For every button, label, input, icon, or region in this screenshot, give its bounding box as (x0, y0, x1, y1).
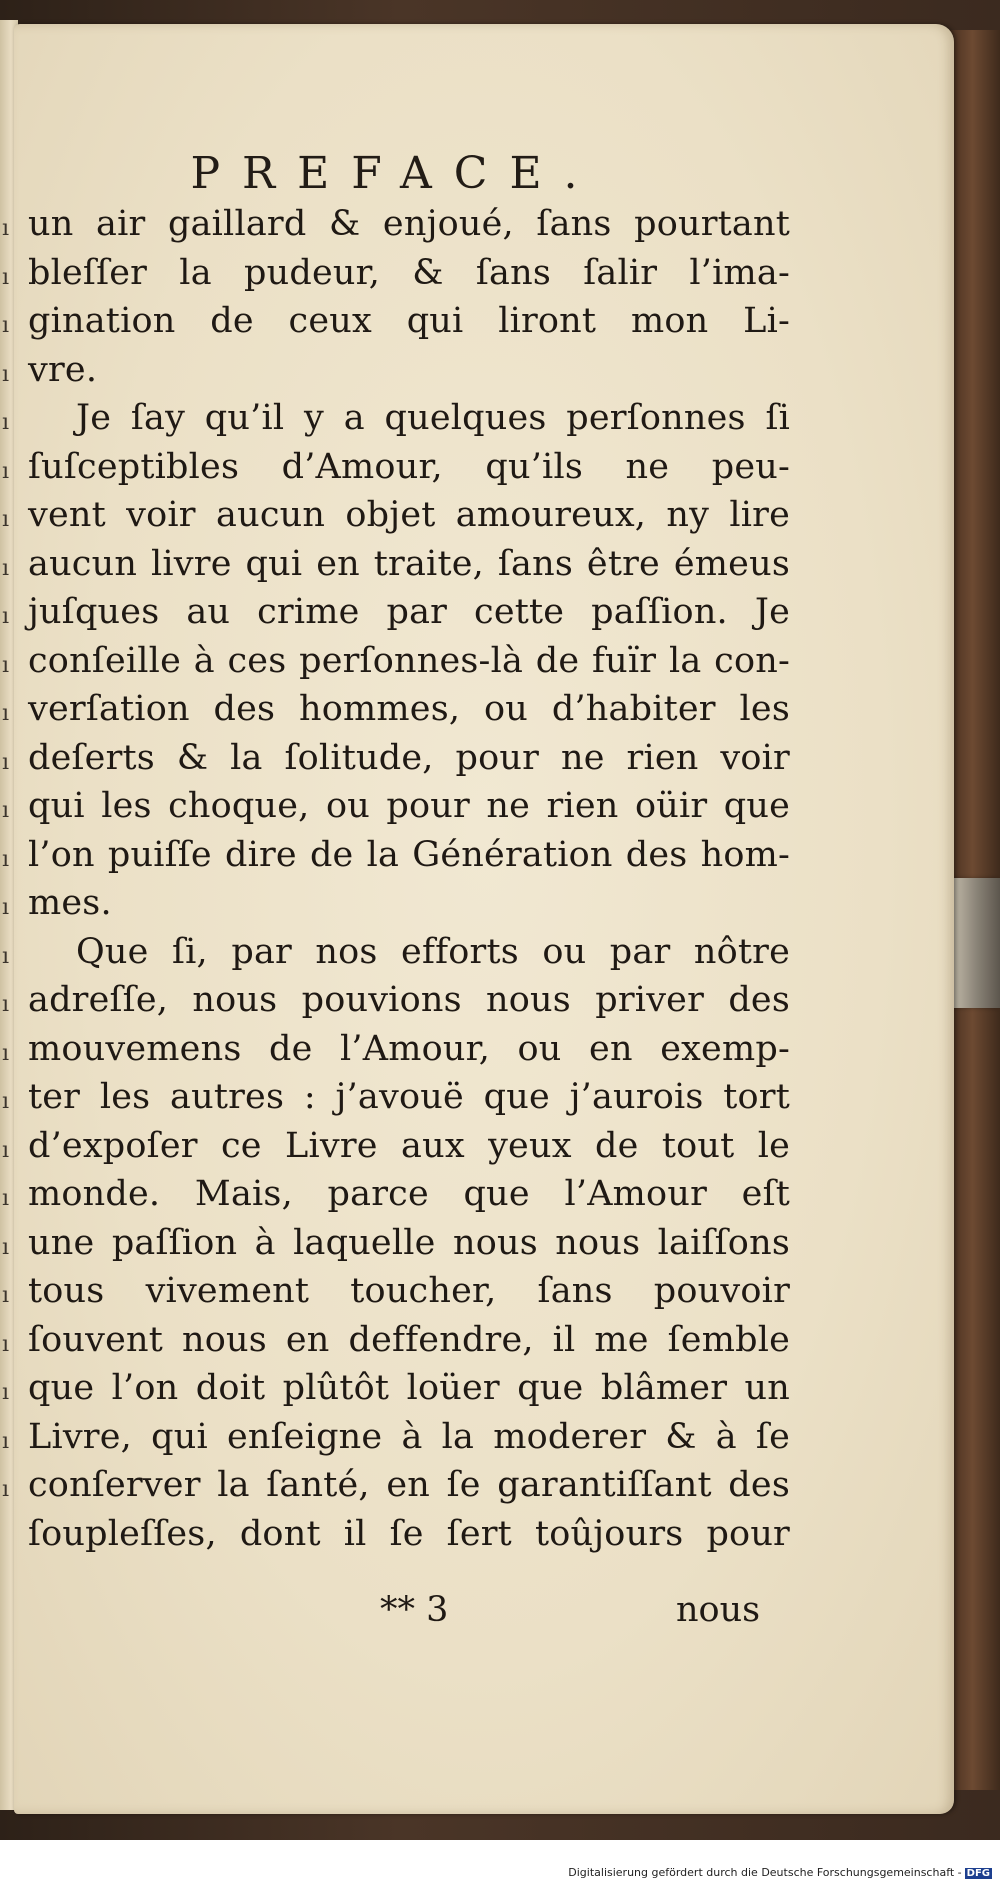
text-line: juſques au crime par cette paſſion. Je (28, 592, 790, 632)
text-line: adreſſe, nous pouvions nous priver des (28, 980, 790, 1020)
text-line: Que ſi, par nos efforts ou par nôtre (76, 931, 790, 972)
text-line: ter les autres : j’avouë que j’aurois tort (28, 1077, 790, 1117)
catchword: nous (676, 1590, 761, 1630)
text-line: un air gaillard & enjoué, ſans pourtant (28, 204, 790, 244)
text-line: ſouvent nous en deffendre, il me ſemble (28, 1319, 790, 1360)
text-line: l’on puiſſe dire de la Génération des hom- (28, 834, 790, 875)
text-line: qui les choque, ou pour ne rien oüir que (28, 786, 790, 826)
signature-mark: ** 3 (380, 1590, 449, 1630)
text-line: Je ſay qu’il y a quelques perſonnes ſi (76, 398, 790, 438)
text-line: bleſſer la pudeur, & ſans ſalir l’ima- (28, 252, 790, 293)
text-line: aucun livre qui en traite, ſans être émeus (28, 543, 790, 584)
dfg-logo: DFG (966, 1868, 990, 1879)
text-line: mouvemens de l’Amour, ou en exemp- (28, 1028, 790, 1069)
text-line: une paſſion à laquelle nous nous laiſſons (28, 1222, 790, 1263)
text-line: d’expoſer ce Livre aux yeux de tout le (28, 1125, 790, 1166)
running-title: PREFACE. (190, 148, 600, 199)
text-line: tous vivement toucher, ſans pouvoir (28, 1271, 790, 1311)
text-line: mes. (28, 883, 112, 923)
text-line: verſation des hommes, ou d’habiter les (28, 689, 790, 729)
facing-page-bleed-marks: ı ı ı ı ı ı ı ı ı ı ı ı ı ı ı ı ı ı ı ı ı ı ı ı ı ı ı (2, 216, 10, 1502)
body-text (28, 200, 790, 1558)
text-line: monde. Mais, parce que l’Amour eſt (28, 1174, 790, 1214)
text-line: vre. (28, 349, 98, 390)
text-line: gination de ceux qui liront mon Li- (28, 301, 790, 341)
text-line: conſeille à ces perſonnes-là de fuïr la con- (28, 640, 790, 681)
credit-text: Digitalisierung gefördert durch die Deutsche Forschungsgemeinschaft - (568, 1866, 962, 1879)
text-line: vent voir aucun objet amoureux, ny lire (28, 495, 790, 535)
text-line: ſoupleſſes, dont il ſe ſert toûjours pour (28, 1513, 790, 1554)
text-line: Livre, qui enſeigne à la moderer & à ſe (28, 1416, 790, 1457)
text-line: conſerver la ſanté, en ſe garantiſſant des (28, 1465, 790, 1505)
digitization-credit (568, 1866, 992, 1879)
text-line: que l’on doit plûtôt loüer que blâmer un (28, 1368, 790, 1408)
text-line: deſerts & la ſolitude, pour ne rien voir (28, 737, 790, 778)
text-line: ſuſceptibles d’Amour, qu’ils ne peu- (28, 446, 790, 487)
